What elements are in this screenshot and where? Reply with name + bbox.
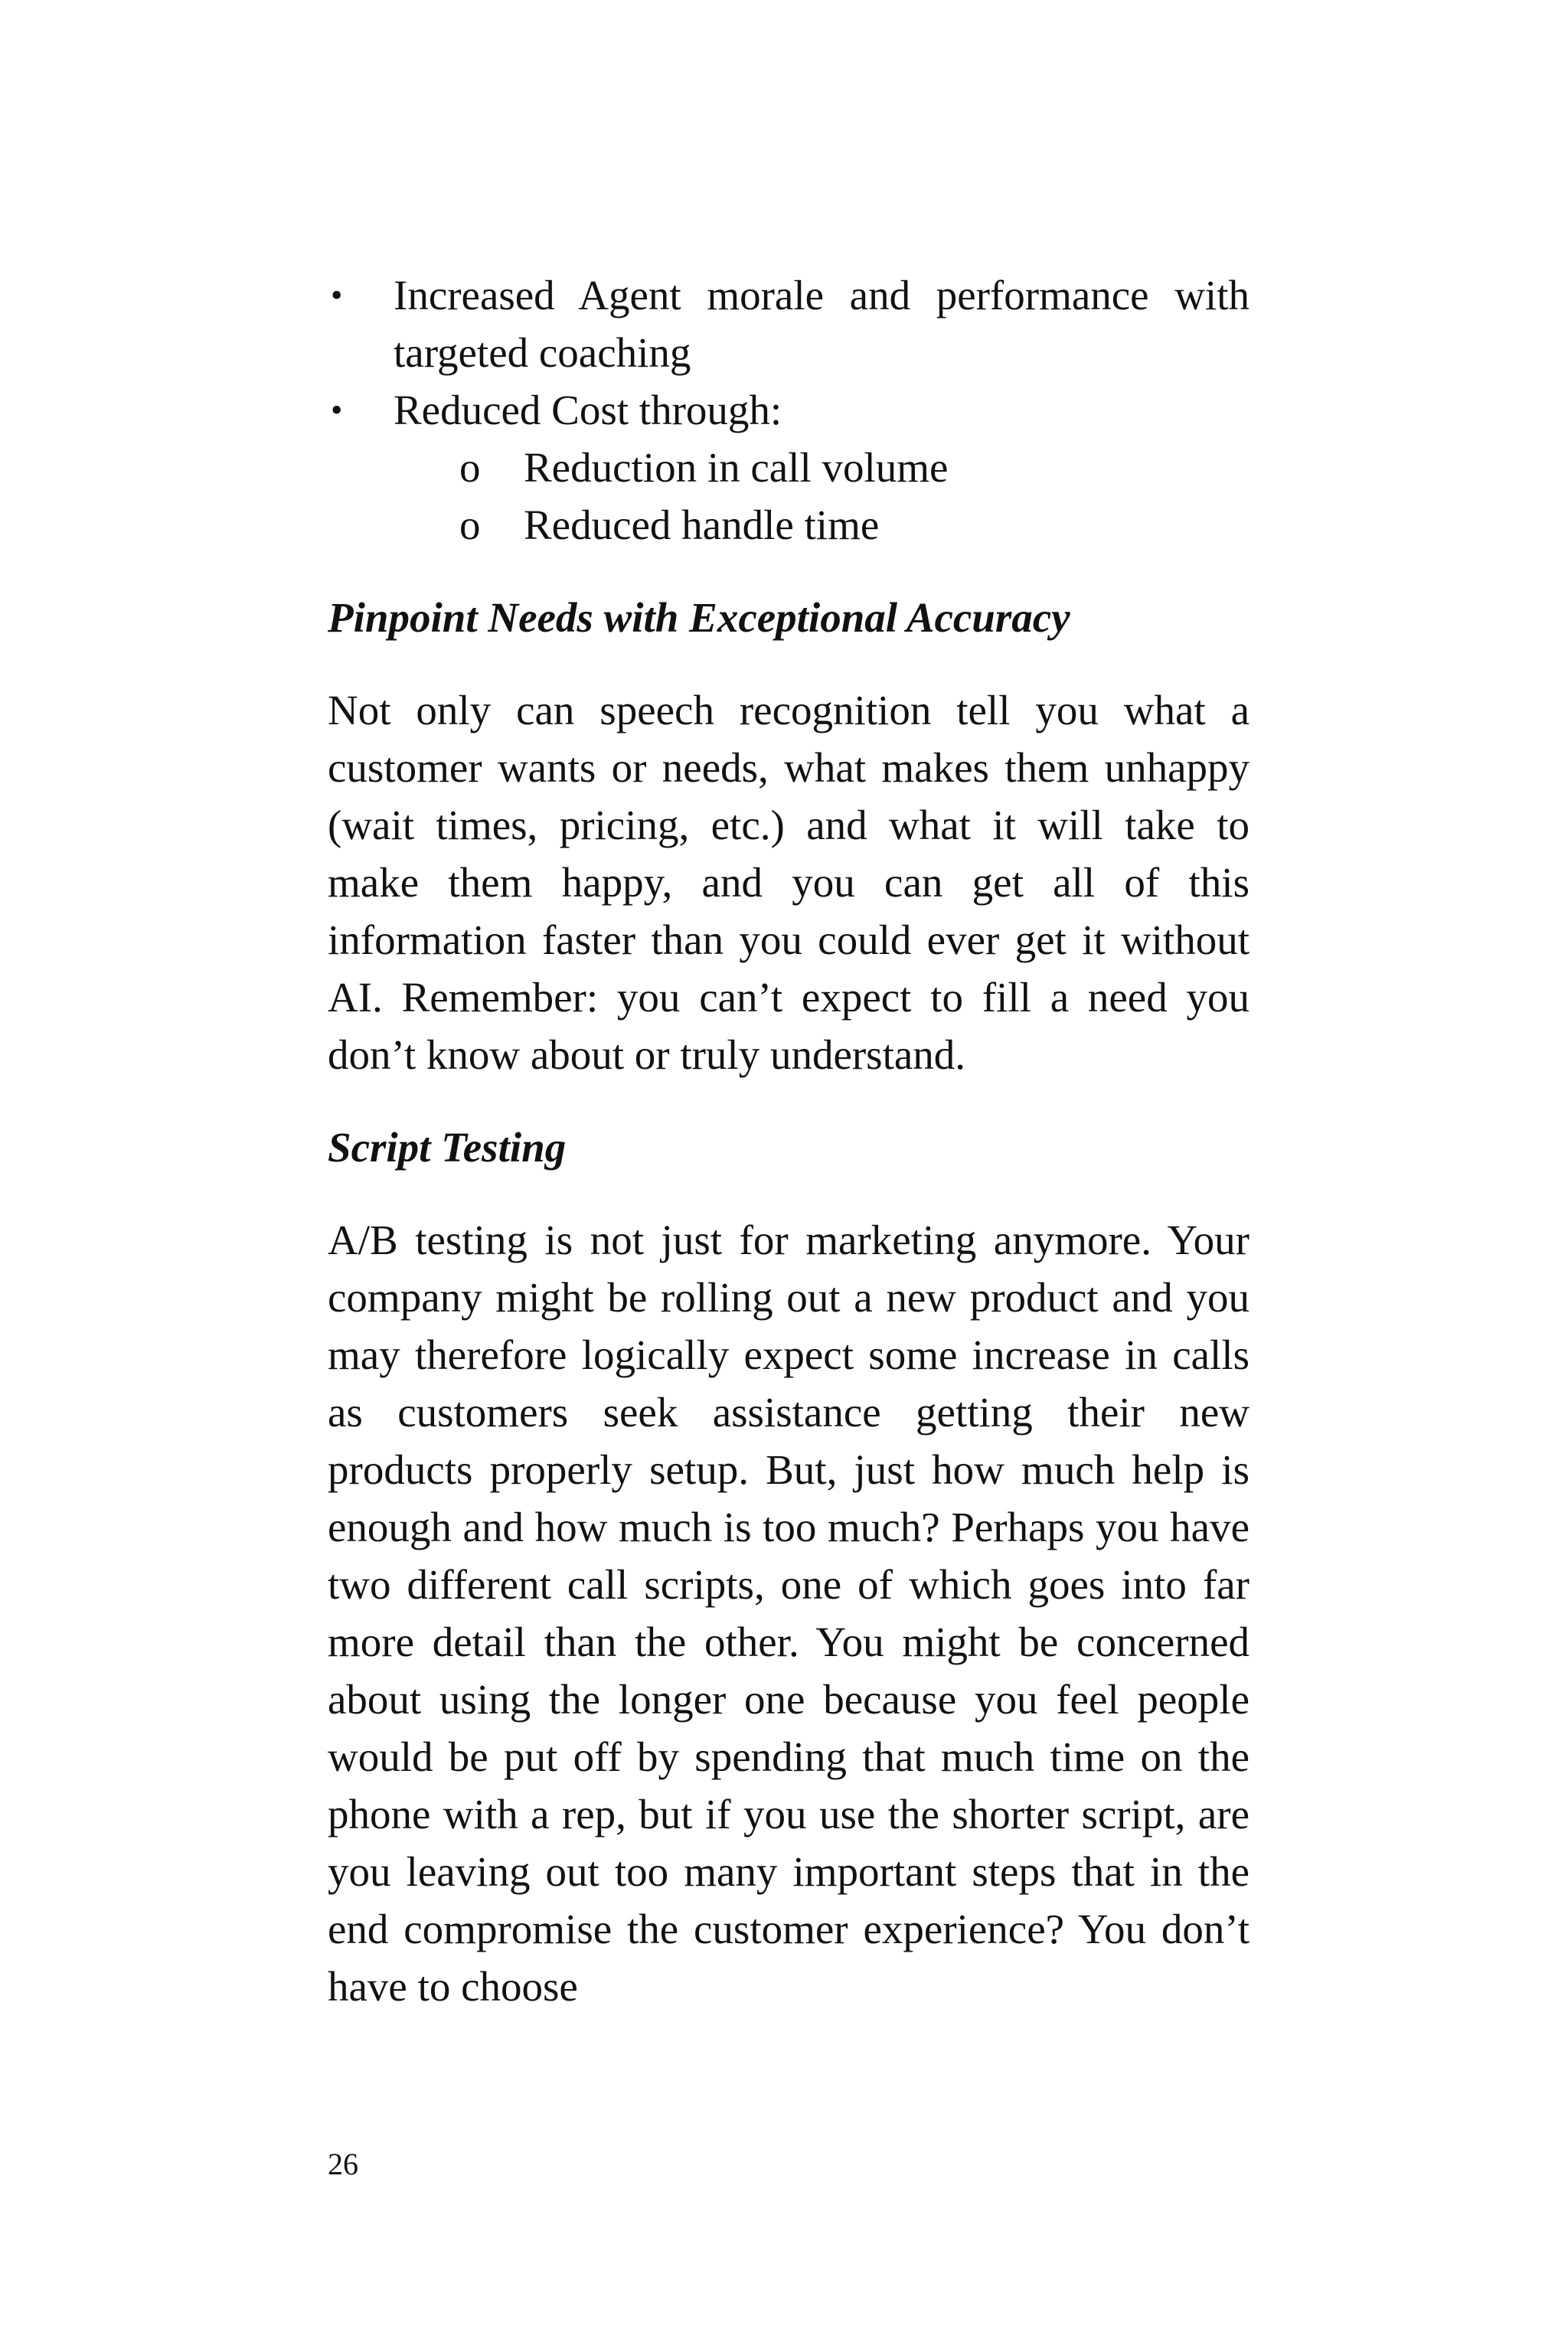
list-item [328,381,1250,439]
cost-reduction-sublist [328,439,1250,554]
section-heading-script-testing: Script Testing [328,1124,567,1171]
list-item [328,439,1250,496]
bullet-marker: • [331,276,343,314]
sub-bullet-marker: o [459,501,481,548]
list-item [328,496,1250,554]
bullet-marker: • [331,391,343,429]
list-item-text: Increased Agent morale and performance with targeted coaching [394,272,1250,376]
list-item-text: Reduction in call volume [524,444,949,491]
list-item [328,266,1250,381]
section-heading-pinpoint-needs: Pinpoint Needs with Exceptional Accuracy [328,594,1070,641]
section-paragraph-pinpoint-needs: Not only can speech recognition tell you what a customer wants or needs, what makes them unhappy (wait times, pricing, etc.) and what it will take to make them happy, and you can get all of this information faster than you could ever get it without AI. Remember: you can’t expect to fill a need you don’t know about or truly understand. [328,687,1250,1078]
benefit-list [328,266,1250,439]
sub-bullet-marker: o [459,444,481,491]
page-content [328,266,1250,2015]
page-number: 26 [328,2147,358,2181]
list-item-text: Reduced handle time [524,501,880,548]
section-paragraph-script-testing: A/B testing is not just for marketing anymore. Your company might be rolling out a new product and you may therefore logically expect some increase in calls as customers seek assistance getting their new products properly setup. But, just how much help is enough and how much is too much? Perhaps you have two different call scripts, one of which goes into far more detail than the other. You might be concerned about using the longer one because you feel people would be put off by spending that much time on the phone with a rep, but if you use the shorter script, are you leaving out too many important steps that in the end compromise the customer experience? You don’t have to choose [328,1217,1250,2010]
list-item-text: Reduced Cost through: [394,387,782,433]
